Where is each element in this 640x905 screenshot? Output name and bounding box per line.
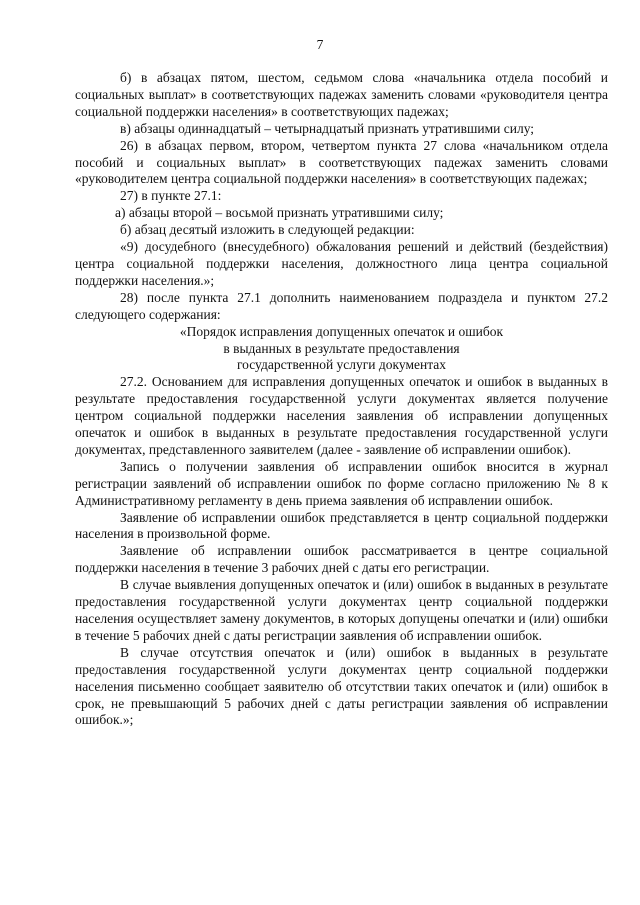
paragraph-1: б) в абзацах пятом, шестом, седьмом слова «начальника отдела пособий и социальных выплат» в соответствующих падежах заменить словами «руководителя центра социальной поддержки населения» в соответствующих падежах; — [75, 70, 608, 119]
paragraph-3: 26) в абзацах первом, втором, четвертом пункта 27 слова «начальником отдела пособий и социальных выплат» в соответствующих падежах заменить словами «руководителем центра социальной поддержки населения» в соответствующих падежах; — [75, 137, 608, 187]
subsection-heading — [75, 324, 608, 375]
heading-line-2: в выданных в результате предоставления — [223, 340, 460, 356]
paragraph-2: в) абзацы одиннадцатый – четырнадцатый признать утратившими силу; — [120, 120, 535, 136]
paragraph-6: б) абзац десятый изложить в следующей редакции: — [120, 222, 415, 238]
document-body — [75, 70, 608, 729]
page-number: 7 — [316, 37, 324, 52]
paragraph-5: а) абзацы второй – восьмой признать утратившими силу; — [115, 205, 444, 221]
paragraph-10: Запись о получении заявления об исправлении ошибок вносится в журнал регистрации заявлений об исправлении ошибок по форме согласно приложению № 8 к Административному регламенту в день приема заявления об исправлении ошибок. — [75, 458, 608, 508]
paragraph-13: В случае выявления допущенных опечаток и (или) ошибок в выданных в результате предоставления государственной услуги документах центр социальной поддержки населения осуществляет замену документов, в которых допущены опечатки и (или) ошибки в течение 5 рабочих дней с даты регистрации заявления об исправлении ошибок. — [75, 577, 608, 643]
paragraph-8: 28) после пункта 27.1 дополнить наименованием подраздела и пунктом 27.2 следующего содержания: — [75, 289, 608, 322]
paragraph-12: Заявление об исправлении ошибок рассматривается в центре социальной поддержки населения в течение 3 рабочих дней с даты его регистрации. — [75, 543, 608, 576]
paragraph-14: В случае отсутствия опечаток и (или) ошибок в выданных в результате предоставления государственной услуги документах центр социальной поддержки населения письменно сообщает заявителю об отсутствии таких опечаток и (или) ошибок в срок, не превышающий 5 рабочих дней с даты регистрации заявления об исправлении ошибок.»; — [75, 644, 608, 728]
paragraph-4: 27) в пункте 27.1: — [120, 188, 222, 204]
paragraph-11: Заявление об исправлении ошибок представляется в центр социальной поддержки населения в произвольной форме. — [75, 509, 608, 542]
heading-line-3: государственной услуги документах — [236, 357, 447, 373]
heading-line-1: «Порядок исправления допущенных опечаток и ошибок — [179, 323, 504, 339]
paragraph-9: 27.2. Основанием для исправления допущенных опечаток и ошибок в выданных в результате предоставления государственной услуги документах является получение центром социальной поддержки населения заявления об исправлении допущенных опечаток и ошибок в выданных в результате предоставления государственной услуги документах, представленного заявителем (далее - заявление об исправлении ошибок). — [75, 374, 608, 457]
paragraph-7: «9) досудебного (внесудебного) обжалования решений и действий (бездействия) центра социальной поддержки населения, должностного лица центра социальной поддержки населения.»; — [75, 239, 608, 288]
